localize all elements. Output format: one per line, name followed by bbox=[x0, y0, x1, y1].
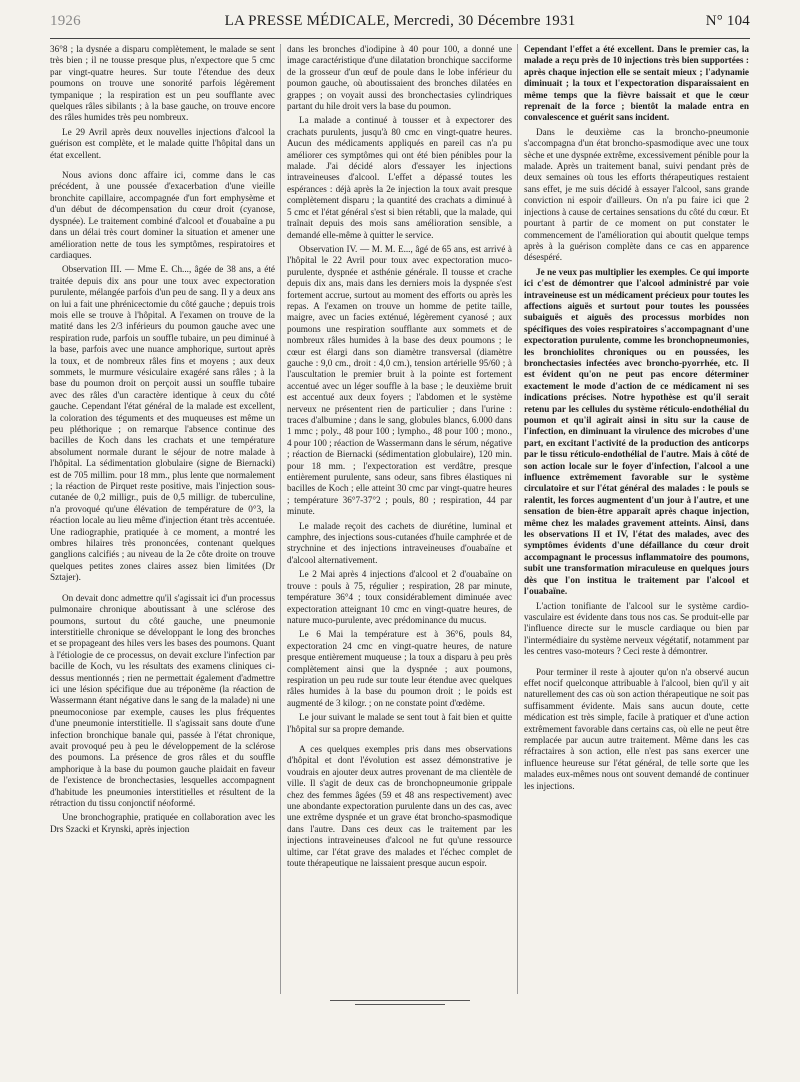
paragraph: Le jour suivant le malade se sent tout à fait bien et quitte l'hôpital sur sa propre demande. bbox=[287, 712, 512, 734]
paragraph: L'action tonifiante de l'alcool sur le système cardio-vasculaire est évidente dans tous nos cas. Se produit-elle par l'influence directe sur le muscle cardiaque ou bien par l'intermédiaire du système nerveux végétatif, notamment par les centres vaso-moteurs ? Ceci reste à démontrer. bbox=[524, 600, 749, 657]
paragraph: Le 29 Avril après deux nouvelles injections d'alcool la guérison est complète, et le malade quitte l'hôpital dans un état excellent. bbox=[50, 126, 275, 160]
paragraph: Cependant l'effet a été excellent. Dans le premier cas, la malade a reçu près de 10 injections très bien supportées : après chaque injection elle se sentait mieux ; l'adynamie diminuait ; la toux et l'expectoration disparaissaient en même temps que la fièvre baissait et que le cœur reprenait de la force ; bientôt la malade entra en convalescence et guérit sans incident. bbox=[524, 44, 749, 123]
paragraph: Dans le deuxième cas la broncho-pneumonie s'accompagna d'un état broncho-spasmodique avec une toux sèche et une dyspnée extrême, excessivement pénible pour la malade. Après un traitement banal, suivi pendant près de deux semaines où tous les efforts thérapeutiques restaient sans effet, je me suis décidé à essayer l'alcool, sans grande conviction ni espoir d'ailleurs. On n'a pu faire ici que 2 injections à cause de certaines sensations du côté du cœur. Et pourtant à partir de ce moment on put constater le commencement de l'amélioration qui aboutit quelque temps après à la guérison complète dans ce cas en apparence désespéré. bbox=[524, 126, 749, 263]
column-3 bbox=[524, 44, 749, 795]
issue-number: N° 104 bbox=[705, 12, 750, 29]
paragraph: Une bronchographie, pratiquée en collaboration avec les Drs Szacki et Krynski, après injection bbox=[50, 812, 275, 834]
observation-4: Observation IV. — M. M. E..., âgé de 65 ans, est arrivé à l'hôpital le 22 Avril pour toux avec expectoration muco-purulente, dyspnée et asthénie générale. Il tousse et crache depuis dix ans, mais dans les derniers mois la dyspnée s'est fortement accrue, surtout au moment des efforts ou après les repas. A l'examen on trouve un homme de petite taille, maigre, avec un facies exténué, légèrement cyanosé ; aux poumons une respiration soufflante aux sommets et de nombreux râles humides à la base des deux poumons ; le cœur est élargi dans son diamètre transversal (diamètre gauche : 9,0 cm., droit : 4,0 cm.), tension artérielle 95/60 ; à l'auscultation le premier bruit à la pointe est fortement accentué avec un léger souffle à la base ; le deuxième bruit est accentué aux deux foyers ; l'abdomen et le système nerveux ne présentent rien de particulier ; dans l'urine : traces d'albumine ; dans le sang, globules blancs, 6.000 dans 1 mmc ; poly., 48 pour 100 ; lympho., 48 pour 100 ; mono., 4 pour 100 ; réaction de Wassermann dans le sérum, négative ; réaction de Biernacki (sédimentation globulaire), 120 min. pour 18 mm. ; l'expectoration est verdâtre, presque entièrement purulente, sans odeur, sans fibres élastiques ni bacilles de Koch ; elle atteint 30 cmc par vingt-quatre heures ; température 36°7-37°2 ; pouls, 80 ; respiration, 44 par minute. bbox=[287, 243, 512, 517]
paragraph: Nous avions donc affaire ici, comme dans le cas précédent, à une poussée d'exacerbation d'une vieille bronchite capillaire, accompagnée d'un fort emphysème et d'un début de décompensation du cœur droit (cyanose, dyspnée). Le traitement combiné d'alcool et d'ouabaïne a pu dans un délai très court dominer la situation et amener une amélioration nette de tous les symptômes, respiratoires et cardiaques. bbox=[50, 170, 275, 260]
column-separator bbox=[280, 44, 281, 994]
paragraph: Le 6 Mai la température est à 36°6, pouls 84, expectoration 24 cmc en vingt-quatre heures, de nature presque entièrement muqueuse ; la toux a disparu à peu près complètement ainsi que la dyspnée ; aux poumons, respiration un peu rude sur toute leur étendue avec quelques râles humides à la base du poumon droit ; le poids est augmenté de 3 kilogr. ; on ne constate point d'œdème. bbox=[287, 629, 512, 708]
paragraph: On devait donc admettre qu'il s'agissait ici d'un processus pulmonaire chronique aboutissant à une sclérose des poumons, surtout du côté gauche, une pneumonie interstitielle chronique se développant le long des bronches et se propageant des hiles vers les bases des poumons. Quant à l'étiologie de ce processus, on devait exclure l'infection par bacille de Koch, vu les résultats des examens cliniques ci-dessus mentionnés ; rien ne permettait également d'admettre ici une lésion spécifique due au tréponème (la réaction de Wassermann étant négative dans le sang de la malade) ni une pneumoconiose par exemple, causes les plus fréquentes d'une pneumonie interstitielle. Il s'agissait sans doute d'une infection bronchique banale qui, passée à l'état chronique, avait provoqué peu à peu le développement de la sclérose des poumons. La présence de gros râles et du souffle amphorique à la base du poumon gauche plaidait en faveur de l'existence de bronchectasies, lesquelles accompagnent d'habitude les pneumonies interstitielles et résultent de la rétraction du tissu conjonctif néoformé. bbox=[50, 592, 275, 808]
page-number: 1926 bbox=[50, 12, 81, 29]
observation-3: Observation III. — Mme E. Ch..., âgée de 38 ans, a été traitée depuis dix ans pour une toux avec expectoration purulente, mélangée parfois d'un peu de sang. Il y a deux ans on lui a fait une phrénicectomie du côté gauche ; depuis trois mois elle se trouve à l'hôpital. A l'examen on trouve de la matité dans les 2/3 inférieurs du poumon gauche avec une respiration rude, parfois un souffle tubaire, un peu diminué à la base, parfois avec une nuance amphorique, surtout après la toux, et de nombreux râles fins et moyens ; aux deux sommets, le murmure vésiculaire exagéré sans râles ; à la base du poumon droit on perçoit aussi un souffle tubaire avec des râles d'un caractère identique à ceux du côté gauche. Cependant l'état général de la malade est excellent, la coloration des téguments et des muqueuses est même un peu pléthorique ; on remarque l'absence continue des bacilles de Koch dans les crachats et une température absolument normale durant le séjour de notre malade à l'hôpital. La sédimentation globulaire (signe de Biernacki) est de 705 millim. pour 18 mm., plus lente que normalement ; la réaction de Pirquet reste positive, mais l'injection sous-cutanée de 0,2 milligr., puis de 0,5 milligr. de tuberculine, n'a provoqué qu'une élévation de température de 0°3, la réaction locale au lieu même d'injection étant très accentuée. Une radiographie, pratiquée à ce moment, a montré les ombres hilaires très prononcées, contenant quelques ganglions calcifiés ; au niveau de la 2e côte droite on trouve quelques petites zones claires assez bien limitées (Dr Sztajer). bbox=[50, 264, 275, 583]
paragraph: dans les bronches d'iodipine à 40 pour 100, a donné une image caractéristique d'une dilatation bronchique sacciforme de la grosseur d'un œuf de poule dans le lobe inférieur du poumon gauche, où aboutissaient des bronches dilatées en grappes ; on voyait aussi des bronchectasies cylindriques partant du hile droit vers la base du poumon. bbox=[287, 44, 512, 112]
paragraph: Je ne veux pas multiplier les exemples. Ce qui importe ici c'est de démontrer que l'alcool administré par voie intraveineuse est un médicament précieux pour toutes les affections aiguës et surtout pour toutes les poussées subaiguës et aiguës des processus morbides non spécifiques des voies respiratoires s'accompagnant d'une expectoration purulente, comme les bronchopneumonies, les bronchiolites chroniques ou en poussées, les bronchectasies infectées avec broncho-pyorrhée, etc. Il est évident qu'on ne peut pas encore déterminer exactement le mode d'action de ce médicament ni ses indications précises. Notre hypothèse est qu'il serait retenu par les cellules du système réticulo-endothélial du poumon et qu'il agirait ainsi in situ sur la cause de l'infection, en diminuant la virulence des microbes d'une part, en excitant l'activité de la production des anticorps par le tissu réticulo-endothélial de l'autre. Mais à côté de son action locale sur le foyer d'infection, l'alcool a une influence extrêmement favorable sur le système circulatoire et sur l'état général des malades : le pouls se ralentit, les forces augmentent d'un jour à l'autre, et une sensation de bien-être apparaît après chaque injection, même chez les malades gravement atteints. Ainsi, dans les observations II et IV, l'état des malades, avec des symptômes évidents d'une défaillance du cœur droit accompagnant le processus inflammatoire des poumons, subit une transformation miraculeuse en quelques jours dès que l'on institua le traitement par l'alcool et l'ouabaïne. bbox=[524, 266, 749, 597]
column-separator bbox=[517, 44, 518, 994]
column-1 bbox=[50, 44, 275, 838]
end-rule bbox=[330, 1000, 470, 1001]
paragraph: 36°8 ; la dysnée a disparu complètement, le malade se sent très bien ; il ne tousse presque plus, n'expectore que 5 cmc par vingt-quatre heures. Sur toute l'étendue des deux poumons on trouve une sonorité parfois légèrement tympanique ; la respiration est un peu soufflante avec quelques râles sibilants ; à la base gauche, on trouve encore des râles humides très peu nombreux. bbox=[50, 44, 275, 123]
paragraph: La malade a continué à tousser et à expectorer des crachats purulents, jusqu'à 80 cmc en vingt-quatre heures. Aucun des médicaments appliqués en pareil cas n'a pu améliorer ces symptômes qui ont été bien pénibles pour la malade. J'ai décidé alors d'essayer les injections intraveineuses d'alcool. L'effet a dépassé toutes les espérances : déjà après la 2e injection la toux avait presque complètement disparu ; la quantité des crachats a diminué à 5 cmc et l'état général s'est si bien rétabli, que la malade, qui traînait depuis des mois sans amélioration sensible, a demandé elle-même à quitter le service. bbox=[287, 115, 512, 240]
header-rule bbox=[50, 38, 750, 39]
paragraph: Le malade reçoit des cachets de diurétine, luminal et camphre, des injections sous-cutanées d'huile camphrée et de strychnine et des injections intraveineuses d'ouabaïne et d'alcool alternativement. bbox=[287, 520, 512, 565]
page-header bbox=[50, 8, 750, 34]
paragraph: Le 2 Mai après 4 injections d'alcool et 2 d'ouabaïne on trouve : pouls à 75, régulier ; respiration, 28 par minute, température 36°4 ; toux considérablement diminuée avec expectoration atteignant 10 cmc en vingt-quatre heures, de nature muco-purulente, avec prédominance du mucus. bbox=[287, 569, 512, 625]
paragraph: A ces quelques exemples pris dans mes observations d'hôpital et dont l'évolution est assez démonstrative je voudrais en ajouter deux autres provenant de ma clientèle de ville. Il s'agit de deux cas de bronchopneumonie grippale chez des femmes âgées (59 et 48 ans respectivement) avec une abondante expectoration purulente dans un des cas, avec une extrême dyspnée et un grave état broncho-spasmodique dans l'autre. Dans ces deux cas le traitement par les injections intraveineuses d'alcool ne fut qu'une ressource ultime, car l'état grave des malades et l'échec complet de toute thérapeutique ne laissaient presque aucun espoir. bbox=[287, 743, 512, 869]
column-2 bbox=[287, 44, 512, 872]
end-rule bbox=[355, 1004, 445, 1005]
paragraph: Pour terminer il reste à ajouter qu'on n'a observé aucun effet nocif quelconque attribuable à l'alcool, bien qu'il y ait naturellement des cas où son action thérapeutique ne soit pas suffisamment évidente. Mais sans aucun doute, cette médication est très simple, facile à pratiquer et d'une action extrêmement favorable dans certains cas, où elle ne peut être remplacée par aucun autre traitement. Même dans les cas réfractaires à son action, elle n'est pas sans exercer une influence heureuse sur l'état général, de telle sorte que les malades eux-mêmes nous ont souvent demandé de continuer les injections. bbox=[524, 666, 749, 791]
journal-title: LA PRESSE MÉDICALE, Mercredi, 30 Décembre 1931 bbox=[224, 12, 576, 29]
